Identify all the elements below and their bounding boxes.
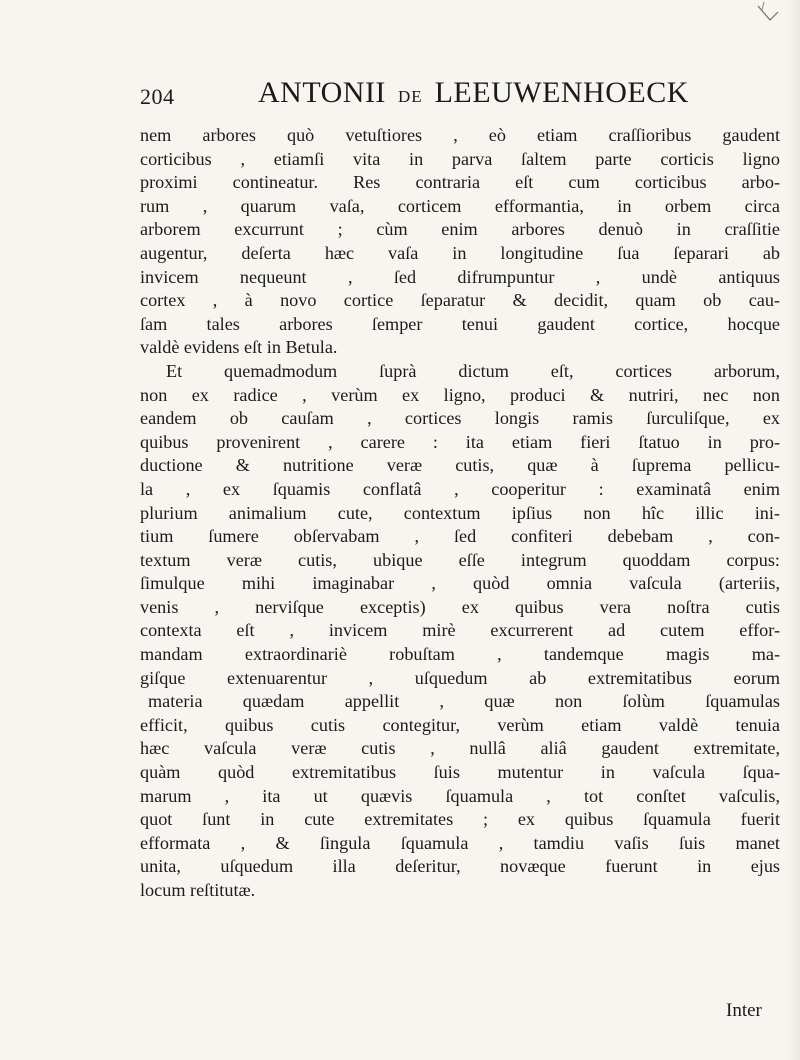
text-line: corticibus , etiamſi vita in parva ſaltem parte corticis ligno <box>140 148 780 169</box>
page-number: 204 <box>140 84 175 109</box>
text-line: materia quædam appellit , quæ non ſolùm ſquamulas <box>148 691 780 712</box>
text-line: efficit, quibus cutis contegitur, verùm etiam valdè tenuia <box>140 714 780 735</box>
text-line: ſam tales arbores ſemper tenui gaudent cortice, hocque <box>140 313 780 334</box>
text-line: hæc vaſcula veræ cutis , nullâ aliâ gaudent extremitate, <box>140 738 780 759</box>
text-line: mandam extraordinariè robuſtam , tandemque magis ma- <box>140 644 780 665</box>
text-line: efformata , & ſingula ſquamula , tamdiu vaſis ſuis manet <box>140 832 780 853</box>
text-line: eandem ob cauſam , cortices longis ramis ſurculiſque, ex <box>140 408 780 429</box>
running-head <box>258 76 689 110</box>
text-line: quibus provenirent , carere : ita etiam fieri ſtatuo in pro- <box>140 431 780 452</box>
text-line: plurium animalium cute, contextum ipſius non hîc illic ini- <box>140 502 780 523</box>
text-line: non ex radice , verùm ex ligno, produci & nutriri, nec non <box>140 384 780 405</box>
text-line: venis , nerviſque exceptis) ex quibus vera noſtra cutis <box>140 596 780 617</box>
text-line: invicem nequeunt , ſed difrumpuntur , undè antiquus <box>140 266 780 287</box>
text-line: quàm quòd extremitatibus ſuis mutentur in vaſcula ſqua- <box>140 762 780 783</box>
body-text <box>140 124 780 903</box>
running-head-author: ANTONII <box>258 76 386 109</box>
paragraph-start-line: Et quemadmodum ſuprà dictum eſt, cortices arborum, <box>166 360 780 381</box>
running-head-surname: LEEUWENHOECK <box>434 76 689 109</box>
text-line: quot ſunt in cute extremitates ; ex quibus ſquamula fuerit <box>140 809 780 830</box>
text-line: ductione & nutritione veræ cutis, quæ à ſuprema pellicu- <box>140 455 780 476</box>
text-line: textum veræ cutis, ubique eſſe integrum quoddam corpus: <box>140 549 780 570</box>
text-line: giſque extenuarentur , uſquedum ab extremitatibus eorum <box>140 667 780 688</box>
page-edge-shadow <box>786 0 800 1060</box>
text-line: augentur, deſerta hæc vaſa in longitudine ſua ſeparari ab <box>140 242 780 263</box>
text-line: la , ex ſquamis conflatâ , cooperitur : examinatâ enim <box>140 478 780 499</box>
text-line: unita, uſquedum illa deſeritur, novæque fuerunt in ejus <box>140 856 780 877</box>
text-line: cortex , à novo cortice ſeparatur & decidit, quam ob cau- <box>140 290 780 311</box>
page-header <box>140 66 780 110</box>
text-line: marum , ita ut quævis ſquamula , tot conſtet vaſculis, <box>140 785 780 806</box>
text-line: locum reſtitutæ. <box>140 880 256 900</box>
text-line: arborem excurrunt ; cùm enim arbores denuò in craſſitie <box>140 219 780 240</box>
text-line: proximi contineatur. Res contraria eſt cum corticibus arbo- <box>140 172 780 193</box>
text-line: tium ſumere obſervabam , ſed confiteri debebam , con- <box>140 526 780 547</box>
text-line: valdè evidens eſt in Betula. <box>140 337 338 358</box>
catchword: Inter <box>726 1000 762 1021</box>
text-line: ſimulque mihi imaginabar , quòd omnia vaſcula (arteriis, <box>140 573 780 594</box>
page-corner-mark-icon <box>748 0 788 32</box>
running-head-de: DE <box>397 87 423 106</box>
text-line: contexta eſt , invicem mirè excurrerent ad cutem effor- <box>140 620 780 641</box>
text-line: nem arbores quò vetuſtiores , eò etiam craſſioribus gaudent <box>140 125 780 145</box>
text-line: rum , quarum vaſa, corticem efformantia, in orbem circa <box>140 195 780 216</box>
